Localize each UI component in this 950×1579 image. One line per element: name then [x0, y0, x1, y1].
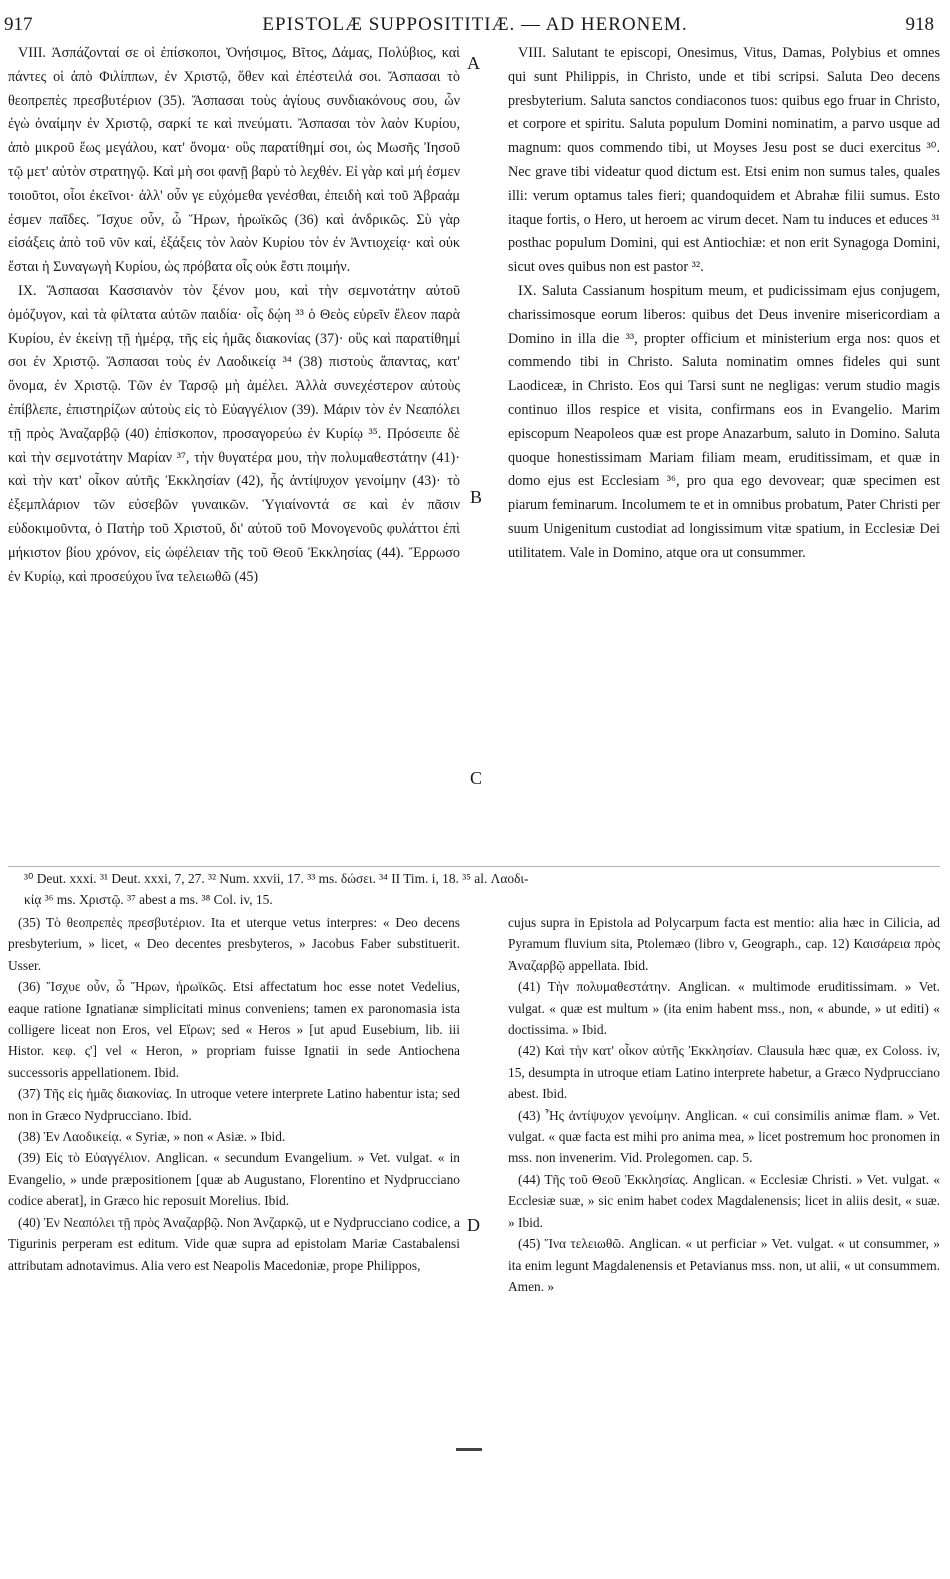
notes-left-column [8, 912, 460, 1276]
note-44: (44) Τῆς τοῦ Θεοῦ Ἐκκλησίας. Anglican. « Ecclesiæ Christi. » Vet. vulgat. « Ecclesiæ suæ, » sic enim habet codex Magdalenensis; licet in aliis desit, « suæ. » Ibid. [508, 1171, 940, 1230]
note-36: (36) Ἴσχυε οὖν, ὦ Ἥρων, ἡρωϊκῶς. Etsi affectatum hoc esse notet Vedelius, eaque ratione Ignatianæ simplicitati minus conveniens; tamen ex paronomasia ista colligere liceat non Eros, vel Εἴρων; sed « Heros » [ut apud Eusebium, lib. iii Histor. κεφ. ς'] vel « Heron, » propriam fuisse Ignatii in sede Antiochena successoris appellationem. Ibid. [8, 979, 460, 1080]
greek-text-column [8, 42, 460, 589]
latin-text-column [508, 42, 940, 566]
note-38: (38) Ἐν Λαοδικείᾳ. « Syriæ, » non « Asiæ. » Ibid. [18, 1129, 286, 1145]
greek-paragraph-ix: IX. Ἄσπασαι Κασσιανὸν τὸν ξένον μου, καὶ τὴν σεμνοτάτην αὐτοῦ ὁμόζυγον, καὶ τὰ φίλτατα αὐτῶν παιδία· οἷς δῴη ³³ ὁ Θεὸς εὑρεῖν ἔλεον παρὰ Κυρίου, ἐν ἐκείνῃ τῇ ἡμέρᾳ, τῆς εἰς ἡμᾶς διακονίας (37)· οὓς καὶ παρατίθημί σοι ἐν Χριστῷ. Ἄσπασαι τοὺς ἐν Λαοδικείᾳ ³⁴ (38) πιστοὺς ἅπαντας, κατ' ὄνομα, ἐν Χριστῷ. Τῶν ἐν Ταρσῷ μὴ ἀμέλει. Ἀλλὰ συνεχέστερον αὐτοὺς ἐπίβλεπε, ἐπιστηρίζων αὐτοὺς εἰς τὸ Εὐαγγέλιον (39). Μάριν τὸν ἐν Νεαπόλει τῇ πρὸς Ἀναζαρβῷ (40) ἐπίσκοπον, προσαγορεύω ἐν Κυρίῳ ³⁵. Πρόσειπε δὲ καὶ τὴν σεμνοτάτην Μαρίαν ³⁷, τὴν θυγατέρα μου, τὴν πολυμαθεστάτην (41)· καὶ τὴν κατ' οἶκον αὐτῆς Ἐκκλησίαν (42), ἧς ἀντίψυχον γενοίμην (43)· τὸ ἐξεμπλάριον τῶν εὐσεβῶν γυναικῶν. Ὑγιαίνοντά σε καὶ ἐν πᾶσιν εὐδοκιμοῦντα, ὁ Πατὴρ τοῦ Χριστοῦ, δι' αὐτοῦ τοῦ Μονογενοῦς φυλάττοι ἐπὶ μήκιστον βίου χρόνον, εἰς ὠφέλειαν τῆς τοῦ Θεοῦ Ἐκκλησίας (44). Ἔρρωσο ἐν Κυρίῳ, καὶ προσεύχου ἵνα τελειωθῶ (45) [8, 282, 460, 585]
note-41: (41) Τὴν πολυμαθεστάτην. Anglican. « multimode eruditissimam. » Vet. vulgat. « quæ est multum » (ita enim habent mss., non, « abunde, » ut editi) « doctissima. » Ibid. [508, 979, 940, 1038]
note-43: (43) Ἧς ἀντίψυχον γενοίμην. Anglican. « cui consimilis animæ flam. » Vet. vulgat. « quæ facta est mihi pro anima mea, » licet postremum hoc pronomen in mss. non invenerim. Vid. Prolegomen. cap. 5. [508, 1107, 940, 1166]
margin-letter-d: D [467, 1215, 480, 1235]
page-number-right: 918 [905, 14, 934, 35]
note-39: (39) Εἰς τὸ Εὐαγγέλιον. Anglican. « secundum Evangelium. » Vet. vulgat. « in Evangelio, » unde præpositionem [quæ ab Augustano, Florentino et Nydprucciano codice aberat], in Græco hic reposuit Morelius. Ibid. [8, 1150, 460, 1209]
page-end-mark [456, 1448, 482, 1451]
scripture-references [24, 868, 940, 910]
notes-right-column [508, 912, 940, 1297]
greek-paragraph-viii: VIII. Ἀσπάζονταί σε οἱ ἐπίσκοποι, Ὀνήσιμος, Βῖτος, Δάμας, Πολύβιος, καὶ πάντες οἱ ἀπὸ Φιλίππων, ἐν Χριστῷ, ὅθεν καὶ ἐπέστειλά σοι. Ἄσπασαι τὸ θεοπρεπὲς πρεσβυτέριον (35). Ἄσπασαι τοὺς ἁγίους συνδιακόνους σου, ὧν ἐγὼ ὀναίμην ἐν Χριστῷ, σαρκί τε καὶ πνεύματι. Ἄσπασαι τὸν λαὸν Κυρίου, ἀπὸ μικροῦ ἕως μεγάλου, κατ' ὄνομα· οὓς παρατίθημί σοι, ὡς Μωσῆς Ἰησοῦ τῷ μετ' αὐτὸν στρατηγῷ. Καὶ μὴ σοι φανῇ βαρὺ τὸ λεχθέν. Εἰ γὰρ καὶ μή ἐσμεν τοιοῦτοι, οἷοι ἐκεῖνοι· ἀλλ' οὖν γε εὐχόμεθα γενέσθαι, ἐπειδὴ καὶ τοῦ Ἀβραάμ ἐσμεν παῖδες. Ἴσχυε οὖν, ὦ Ἥρων, ἡρωϊκῶς (36) καὶ ἀνδρικῶς. Σὺ γὰρ εἰσάξεις ἀπὸ τοῦ νῦν καί, ἐξάξεις τὸν λαὸν Κυρίου τὸν ἐν Ἀντιοχείᾳ· καὶ οὐκ ἔσται ἡ Συναγωγὴ Κυρίου, ὡς πρόβατα οἷς οὐκ ἔστι ποιμήν. [8, 45, 460, 276]
note-45: (45) Ἵνα τελειωθῶ. Anglican. « ut perficiar » Vet. vulgat. « ut consummer, » ita enim legunt Magdalenensis et Petavianus mss. non, ut alii, « ut consummem. Amen. » [508, 1236, 940, 1294]
latin-paragraph-ix: IX. Saluta Cassianum hospitum meum, et pudicissimam ejus conjugem, charissimosque eorum liberos: quibus det Deus invenire misericordiam a Domino in illa die ³³, propter officium et ministerium erga nos: quos et commendo tibi in Christo. Saluta nominatim omnes fideles qui sunt Laodiceæ, in Christo. Eos qui Tarsi sunt ne negligas: verum studio magis continuo illos respice et visita, confirmans eos in Evangelio. Marim episcopum Neapoleos quæ est prope Anazarbum, saluto in Domino. Saluta quoque honestissimam Mariam filiam meam, eruditissimam, et quæ in domo ejus est Ecclesiam ³⁶, pro qua ego devovear; quæ specimen est piarum feminarum. Incolumem te et in omnibus probatum, Pater Christi per suum Unigenitum custodiat ad longissimum vitæ spatium, in Ecclesiæ Dei utilitatem. Vale in Domino, atque ora ut consummer. [508, 282, 940, 561]
scripture-line: ³⁰ Deut. xxxi. ³¹ Deut. xxxi, 7, 27. ³² Num. xxvii, 17. ³³ ms. δώσει. ³⁴ II Tim. i, 18. ³⁵ al. Λαοδι- [24, 871, 529, 886]
page-number-left: 917 [4, 14, 33, 35]
scripture-divider [8, 866, 940, 867]
margin-letter-a: A [467, 53, 480, 73]
note-40: (40) Ἐν Νεαπόλει τῇ πρὸς Ἀναζαρβῷ. Non Ἀνζαρκῷ, ut e Nydprucciano codice, a Tigurinis perperam est editum. Vide quæ supra ad epistolam Mariæ Castabalensi attributam adnotavimus. Alia vero est Neapolis Macedoniæ, prope Philippos, [8, 1214, 460, 1273]
note-42: (42) Καὶ τὴν κατ' οἶκον αὐτῆς Ἐκκλησίαν. Clausula hæc quæ, ex Coloss. iv, 15, desumpta in utroque etiam Latino interprete habetur, a Græco Nydprucciano abest. Ibid. [508, 1043, 940, 1102]
note-35: (35) Τὸ θεοπρεπὲς πρεσβυτέριον. Ita et uterque vetus interpres: « Deo decens presbyterium, » licet, « Deo decentes presbyteros, » Jacobus Faber substituerit. Usser. [8, 915, 460, 973]
margin-letter-b: B [470, 487, 483, 507]
latin-paragraph-viii: VIII. Salutant te episcopi, Onesimus, Vitus, Damas, Polybius et omnes qui sunt Philippis, in Christo, unde et tibi scripsi. Saluta Deo decens presbyterium. Saluta sanctos condiaconos tuos: quibus ego fruar in Christo, et corpore et spiritu. Saluta populum Domini nominatim, a parvo usque ad magnum: quos commendo tibi, ut Moyses Jesu post se duci exercitus ³⁰. Nec grave tibi videatur quod dictum est. Etsi enim non sumus tales, quales illi: verum optamus tales fieri; quandoquidem et Abrahæ filii sumus. Esto itaque fortis, o Hero, ut heroem ac virum decet. Nam tu induces et educes ³¹ posthac populum Domini, qui est Antiochiæ: et non erit Synagoga Domini, sicut oves quibus non est pastor ³². [508, 45, 940, 276]
note-40-continued: cujus supra in Epistola ad Polycarpum facta est mentio: alia hæc in Cilicia, ad Pyramum fluvium sita, Ptolemæo (libro v, Geograph., cap. 12) Καισάρεια πρὸς Ἀναζαρβῷ appellata. Ibid. [508, 915, 940, 973]
margin-letter-c: C [470, 768, 483, 788]
scripture-line: κίᾳ ³⁶ ms. Χριστῷ. ³⁷ abest a ms. ³⁸ Col. iv, 15. [24, 892, 273, 907]
running-title: EPISTOLÆ SUPPOSITITIÆ. — AD HERONEM. [262, 14, 688, 35]
note-37: (37) Τῆς εἰς ἡμᾶς διακονίας. In utroque vetere interprete Latino habentur ista; sed non in Græco Nydprucciano. Ibid. [8, 1086, 460, 1123]
page-header [0, 0, 950, 40]
